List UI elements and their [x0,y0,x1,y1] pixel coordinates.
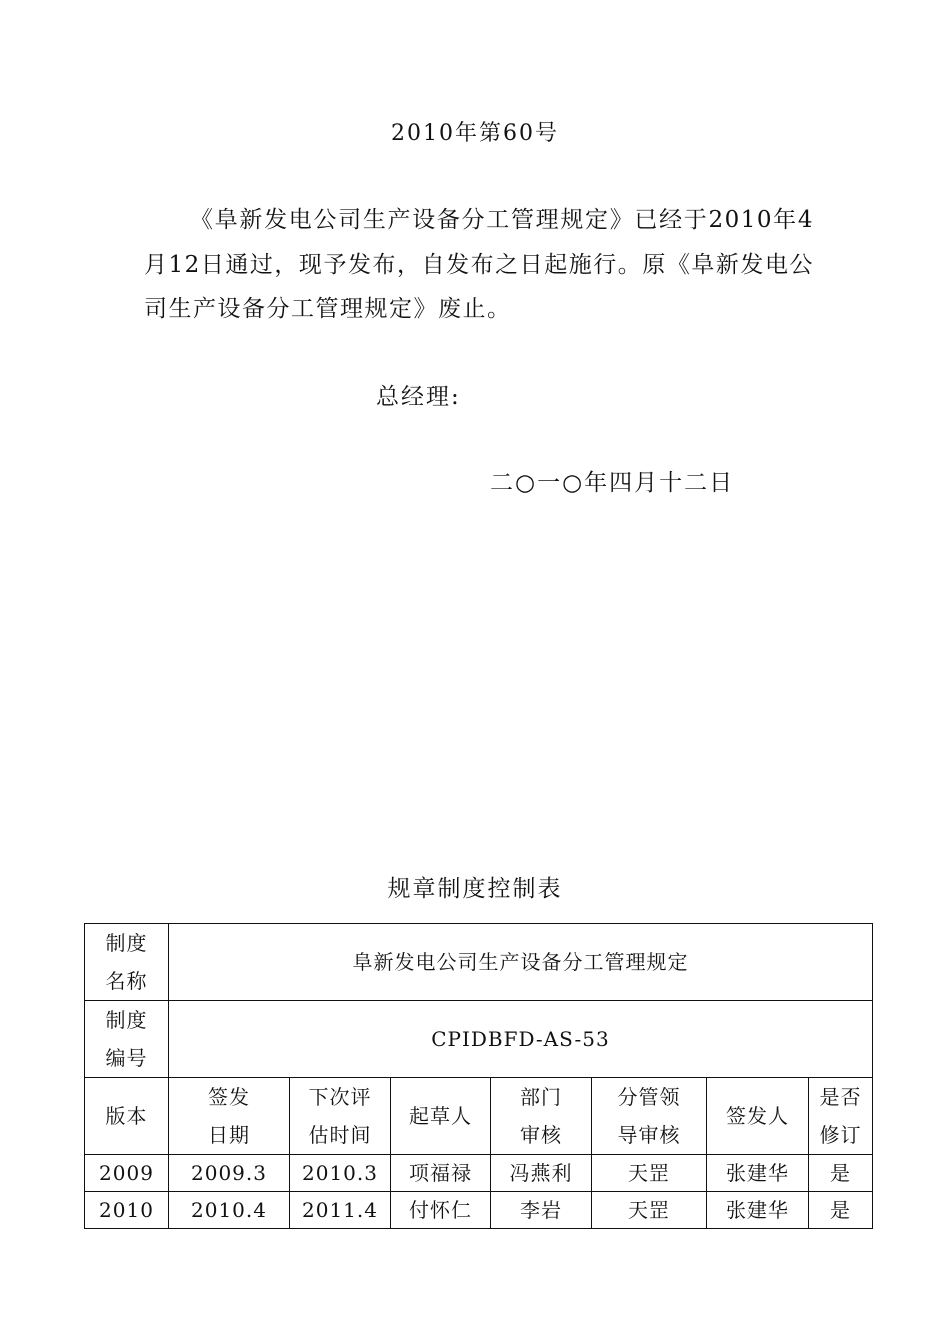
control-table-title: 规章制度控制表 [387,876,563,902]
cell-revised: 是 [809,1192,873,1229]
header-text: 下次评估时间 [308,1085,372,1147]
cell-leader-review: 天罡 [592,1155,707,1192]
cell-drafter: 付怀仁 [391,1192,491,1229]
name-value-cell: 阜新发电公司生产设备分工管理规定 [169,924,873,1001]
header-text: 部门审核 [520,1085,562,1147]
header-text: 版本 [105,1104,148,1128]
cell-issue-date: 2010.4 [169,1192,290,1229]
header-drafter [391,1078,491,1155]
header-text: 是否修订 [819,1085,862,1147]
header-text: 分管领导审核 [617,1085,681,1147]
code-label: 制度编号 [105,1008,148,1070]
name-label: 制度名称 [105,931,148,993]
header-text: 起草人 [409,1104,472,1128]
header-leader-review [592,1078,707,1155]
cell-version: 2010 [85,1192,169,1229]
notice-body: 《阜新发电公司生产设备分工管理规定》已经于2010年4月12日通过，现予发布，自发布之日起施行。原《阜新发电公司生产设备分工管理规定》废止。 [144,207,814,322]
cell-next-review: 2010.3 [290,1155,391,1192]
table-row [85,1155,873,1192]
header-issuer [707,1078,809,1155]
notice-date: 二○一○年四月十二日 [490,470,735,496]
table-row [85,924,873,1001]
header-text: 签发人 [726,1104,789,1128]
cell-next-review: 2011.4 [290,1192,391,1229]
cell-version: 2009 [85,1155,169,1192]
cell-issuer: 张建华 [707,1155,809,1192]
control-table [84,923,873,1229]
header-version [85,1078,169,1155]
cell-dept-review: 李岩 [491,1192,592,1229]
signer-label: 总经理: [376,384,461,410]
code-label-cell [85,1001,169,1078]
cell-issue-date: 2009.3 [169,1155,290,1192]
header-text: 签发日期 [208,1085,250,1147]
table-row [85,1192,873,1229]
header-dept-review [491,1078,592,1155]
cell-dept-review: 冯燕利 [491,1155,592,1192]
document-number: 2010年第60号 [391,121,559,146]
header-next-review [290,1078,391,1155]
cell-drafter: 项福禄 [391,1155,491,1192]
table-row [85,1001,873,1078]
cell-revised: 是 [809,1155,873,1192]
name-label-cell [85,924,169,1001]
table-header-row [85,1078,873,1155]
header-issue-date [169,1078,290,1155]
header-revised [809,1078,873,1155]
cell-leader-review: 天罡 [592,1192,707,1229]
cell-issuer: 张建华 [707,1192,809,1229]
code-value-cell: CPIDBFD-AS-53 [169,1001,873,1078]
